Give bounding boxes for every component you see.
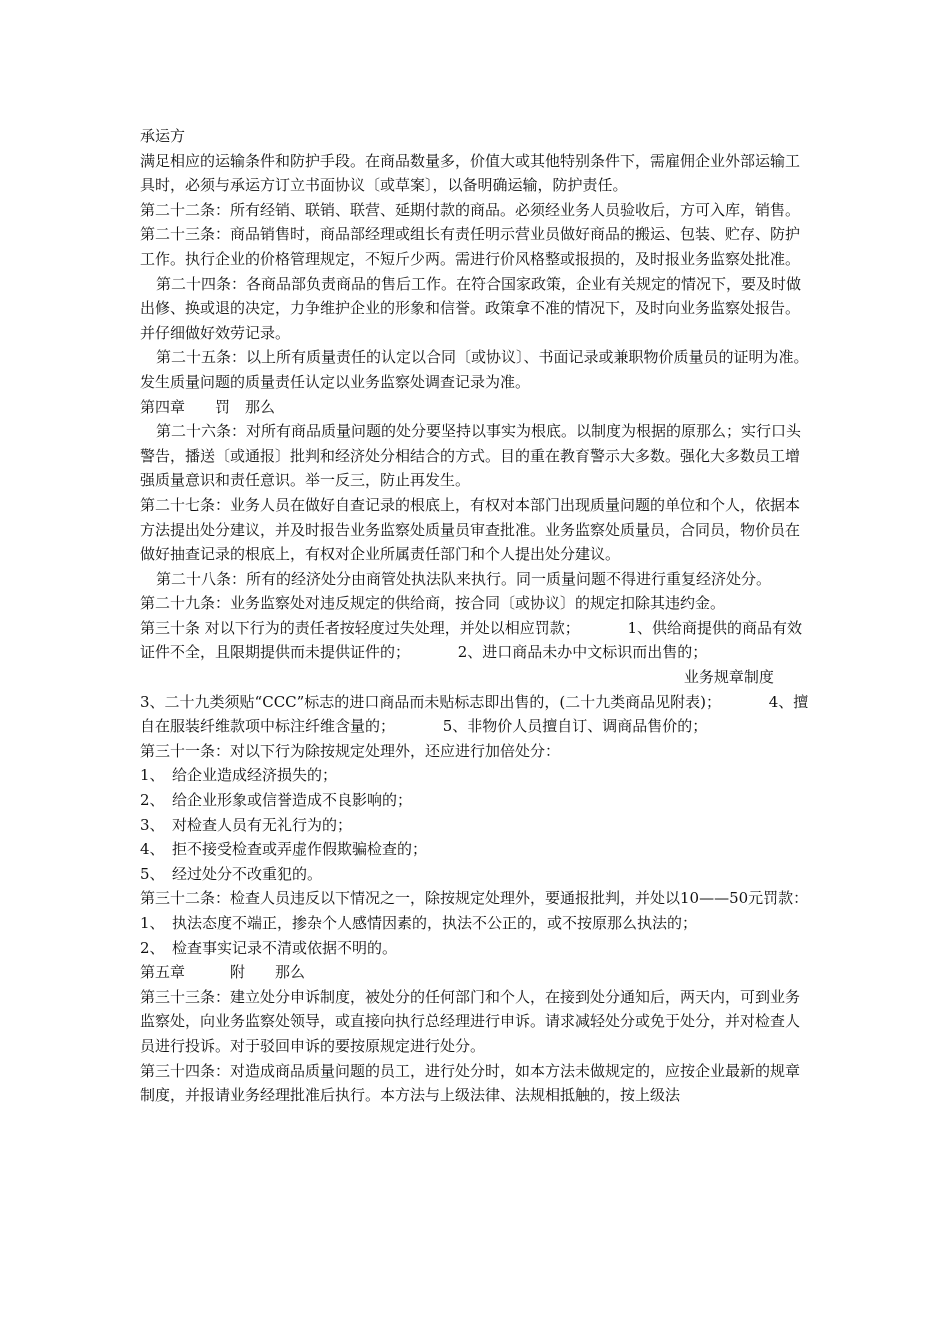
- article-31-item-4: 4、 拒不接受检查或弄虚作假欺骗检查的；: [140, 840, 428, 859]
- article-31-item-1: 1、 给企业造成经济损失的；: [140, 766, 338, 785]
- article-32: 第三十二条：检查人员违反以下情况之一，除按规定处理外，要通报批判，并处以10——50元罚款：: [140, 889, 809, 908]
- article-29: 第二十九条：业务监察处对违反规定的供给商，按合同〔或协议〕的规定扣除其违约金。: [140, 594, 726, 613]
- article-31: 第三十一条：对以下行为除按规定处理外，还应进行加倍处分：: [140, 741, 561, 760]
- article-31-item-2: 2、 给企业形象或信誉造成不良影响的；: [140, 791, 413, 810]
- article-28: 第二十八条：所有的经济处分由商管处执法队来执行。同一质量问题不得进行重复经济处分。: [156, 569, 772, 588]
- page-header-text: 业务规章制度: [683, 668, 774, 687]
- running-header: [140, 665, 812, 690]
- article-27: 第二十七条：业务人员在做好自查记录的根底上，有权对本部门出现质量问题的单位和个人，依据本方法提出处分建议，并及时报告业务监察处质量员审查批准。业务监察处质量员，合同员，物价员在做好抽查记录的根底上，有权对企业所属责任部门和个人提出处分建议。: [140, 495, 801, 564]
- article-30-item-1: 1、供给商提供的商品有效证件不全，且限期提供而未提供证件的；: [140, 618, 803, 662]
- article-30-item-5: 5、非物价人员擅自订、调商品售价的；: [442, 717, 708, 736]
- article-24: 第二十四条：各商品部负责商品的售后工作。在符合国家政策，企业有关规定的情况下，要及时做出修、换或退的决定，力争维护企业的形象和信誉。政策拿不准的情况下，及时向业务监察处报告。并仔细做好效劳记录。: [140, 274, 802, 342]
- article-30-item-2: 2、进口商品未办中文标识而出售的；: [457, 643, 708, 662]
- article-26: 第二十六条：对所有商品质量问题的处分要坚持以事实为根底。以制度为根据的原那么；实行口头警告，播送〔或通报〕批判和经济处分相结合的方式。目的重在教育警示大多数。强化大多数员工增强质量意识和责任意识。举一反三，防止再发生。: [140, 422, 802, 490]
- article-32-item-2: 2、 检查事实记录不清或依据不明的。: [140, 938, 398, 957]
- article-31-item-3: 3、 对检查人员有无礼行为的；: [140, 815, 353, 834]
- article-30-continued: [140, 690, 812, 739]
- article-30-intro: 第三十条 对以下行为的责任者按轻度过失处理，并处以相应罚款；: [140, 618, 580, 637]
- article-31-item-5: 5、 经过处分不改重犯的。: [140, 864, 323, 883]
- chapter-4-title: 第四章 罚 那么: [140, 397, 276, 416]
- article-25: 第二十五条：以上所有质量责任的认定以合同〔或协议〕、书面记录或兼职物价质量员的证明为准。发生质量问题的质量责任认定以业务监察处调查记录为准。: [140, 348, 809, 391]
- article-30-item-3: 3、二十九类须贴“CCC”标志的进口商品而未贴标志即出售的，(二十九类商品见附表)；: [140, 692, 722, 711]
- article-33: 第三十三条：建立处分申诉制度，被处分的任何部门和个人，在接到处分通知后，两天内，可到业务监察处，向业务监察处领导，或直接向执行总经理进行申诉。请求减轻处分或免于处分，并对检查人员进行投诉。对于驳回申诉的要按原规定进行处分。: [140, 987, 801, 1055]
- article-23: 第二十三条：商品销售时，商品部经理或组长有责任明示营业员做好商品的搬运、包装、贮存、防护工作。执行企业的价格管理规定，不短斤少两。需进行价风格整或报损的，及时报业务监察处批准。: [140, 225, 801, 268]
- article-32-item-1: 1、 执法态度不端正，掺杂个人感情因素的，执法不公正的，或不按原那么执法的；: [140, 914, 698, 932]
- article-34: 第三十四条：对造成商品质量问题的员工，进行处分时，如本方法未做规定的，应按企业最新的规章制度，并报请业务经理批准后执行。本方法与上级法律、法规相抵触的，按上级法: [140, 1061, 801, 1105]
- heading-fragment: 承运方: [140, 127, 186, 145]
- article-30: [140, 616, 812, 665]
- article-30-item-4: 4、擅自在服装纤维款项中标注纤维含量的；: [140, 692, 809, 736]
- paragraph-transport: 满足相应的运输条件和防护手段。在商品数量多，价值大或其他特别条件下，需雇佣企业外部运输工具时，必须与承运方订立书面协议〔或草案〕，以备明确运输，防护责任。: [140, 151, 801, 195]
- chapter-5-title: 第五章 附 那么: [140, 963, 306, 982]
- article-22: 第二十二条：所有经销、联销、联营、延期付款的商品。必须经业务人员验收后，方可入库，销售。: [140, 200, 801, 219]
- document-body: [140, 124, 812, 1108]
